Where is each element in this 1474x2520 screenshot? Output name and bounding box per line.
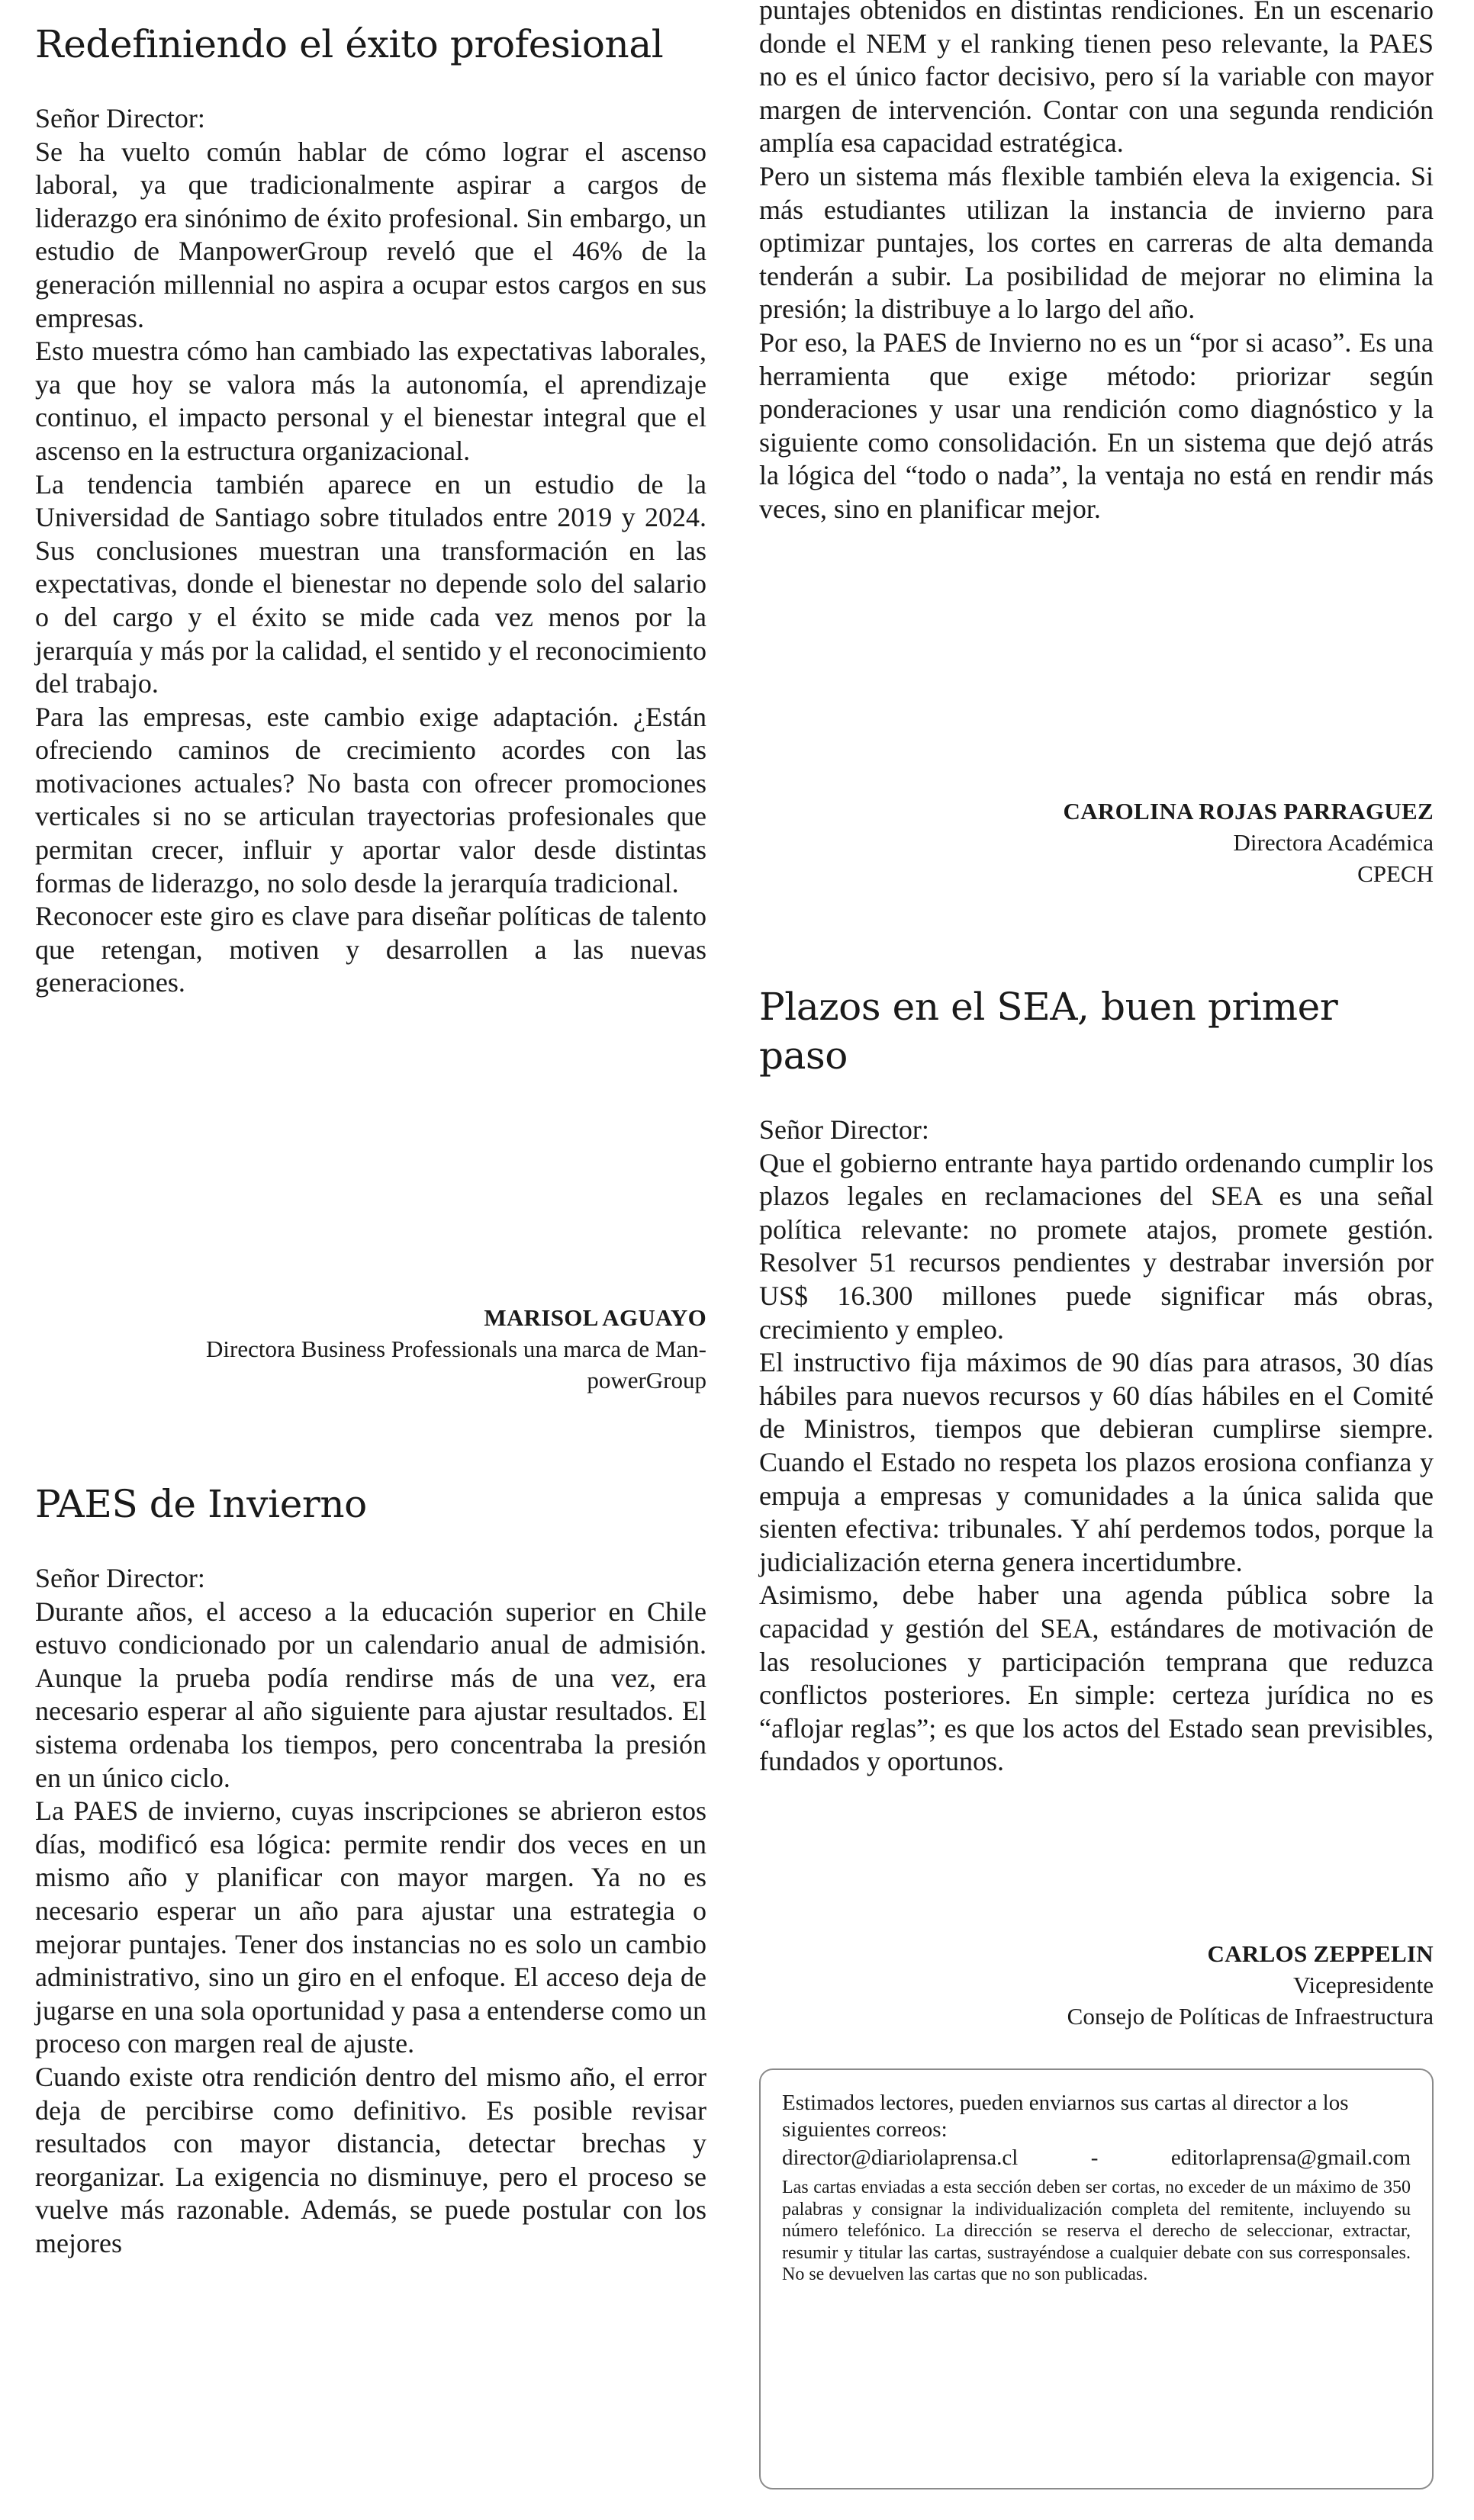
letter-paragraph: La tendencia también aparece en un estudio de la Universidad de Santiago sobre titulados entre 2019 y 2024. Sus conclusiones muestran una transformación en las expectativas, donde el bienestar no depende solo del salario o del cargo y el éxito se mide cada vez menos por la jerarquía y más por la calidad, el sentido y el reconocimiento del trabajo. (35, 468, 706, 699)
letter-title: PAES de Invierno (35, 1482, 367, 1526)
letter-paragraph: Se ha vuelto común hablar de cómo lograr el ascenso laboral, ya que tradicionalmente aspirar a cargos de liderazgo era sinónimo de éxito profesional. Sin embargo, un estudio de ManpowerGroup reveló que el 46% de la generación millennial no aspira a ocupar estos cargos en sus empresas. (35, 136, 706, 333)
letter-paragraph: Pero un sistema más flexible también eleva la exigencia. Si más estudiantes utilizan la instancia de invierno para optimizar puntajes, los cortes en carreras de alta demanda tenderán a subir. La posibilidad de mejorar no elimina la presión; la distribuye a lo largo del año. (759, 160, 1434, 325)
submission-note-box (759, 2068, 1434, 2489)
signature-rojas (759, 796, 1434, 889)
letter-greeting: Señor Director: (35, 103, 205, 133)
letter-sea (759, 982, 1434, 1779)
letter-paragraph: Durante años, el acceso a la educación superior en Chile estuvo condicionado por un calendario anual de admisión. Aunque la prueba podía rendirse más de una vez, era necesario esperar al año siguiente para ajustar resultados. El sistema ordenaba los tiempos, pero concentraba la presión en un único ciclo. (35, 1596, 706, 1793)
email-separator: - (1090, 2146, 1099, 2170)
letter-paragraph: puntajes obtenidos en distintas rendiciones. En un escenario donde el NEM y el ranking tienen peso relevante, la PAES no es el único factor decisivo, pero sí la variable con mayor margen de intervención. Contar con una segunda rendición amplía esa capacidad estratégica. (759, 0, 1434, 159)
signature-name: CARLOS ZEPPELIN (1207, 1940, 1434, 1967)
signature-name: CAROLINA ROJAS PARRAGUEZ (1063, 798, 1434, 824)
signature-role: Consejo de Políticas de Infraestructura (1067, 2003, 1434, 2030)
letter-greeting: Señor Director: (759, 1114, 929, 1145)
letter-paragraph: Esto muestra cómo han cambiado las expectativas laborales, ya que hoy se valora más la autonomía, el aprendizaje continuo, el impacto personal y el bienestar integral que el ascenso en la estructura organizacional. (35, 336, 706, 466)
letter-paragraph: Asimismo, debe haber una agenda pública sobre la capacidad y gestión del SEA, estándares de motivación de las resoluciones y participación temprana que reduzca conflictos posteriores. En simple: certeza jurídica no es “aflojar reglas”; es que los actos del Estado sean previsibles, fundados y oportunos. (759, 1580, 1434, 1777)
signature-role: Directora Académica (1233, 829, 1434, 856)
letter-paragraph: Que el gobierno entrante haya partido ordenando cumplir los plazos legales en reclamaciones del SEA es una señal política relevante: no promete atajos, promete gestión. Resolver 51 recursos pendientes y destrabar inversión por US$ 16.300 millones puede significar más obras, crecimiento y empleo. (759, 1147, 1434, 1345)
signature-aguayo (35, 1303, 706, 1396)
signature-name: MARISOL AGUAYO (484, 1304, 706, 1331)
signature-role: CPECH (1357, 860, 1434, 887)
signature-zeppelin (759, 1939, 1434, 2032)
note-emails (782, 2143, 1411, 2172)
email-editor[interactable]: editorlaprensa@gmail.com (1170, 2146, 1411, 2170)
letter-paragraph: Reconocer este giro es clave para diseñar políticas de talento que retengan, motiven y desarrollen a las nuevas generaciones. (35, 901, 706, 998)
letter-paragraph: El instructivo fija máximos de 90 días para atrasos, 30 días hábiles para nuevos recursos y 60 días hábiles en el Comité de Ministros, tiempos que debieran cumplirse siempre. Cuando el Estado no respeta los plazos erosiona confianza y empuja a empresas y comunidades a la única salida que sienten efectiva: tribunales. Y ahí perdemos todos, porque la judicialización eterna genera incertidumbre. (759, 1347, 1434, 1577)
letter-paragraph: Cuando existe otra rendición dentro del mismo año, el error deja de percibirse como definitivo. Es posible revisar resultados con mayor distancia, detectar brechas y reorganizar. La exigencia no disminuye, pero el proceso se vuelve más razonable. Además, se puede postular con los mejores (35, 2061, 706, 2258)
signature-role: Vicepresidente (1292, 1972, 1434, 1998)
letter-paes-continued (759, 0, 1434, 526)
letter-greeting: Señor Director: (35, 1563, 205, 1593)
letter-title: Plazos en el SEA, buen primer paso (759, 985, 1338, 1078)
letter-paragraph: Para las empresas, este cambio exige adaptación. ¿Están ofreciendo caminos de crecimiento acordes con las motivaciones actuales? No basta con ofrecer promociones verticales si no se articulan trayectorias profesionales que permitan crecer, influir y aportar valor desde distintas formas de liderazgo, no solo desde la jerarquía tradicional. (35, 701, 706, 898)
letter-exito (35, 20, 706, 1000)
letter-paragraph: Por eso, la PAES de Invierno no es un “por si acaso”. Es una herramienta que exige método: priorizar según ponderaciones y usar una rendición como diagnóstico y la siguiente como consolidación. En un sistema que dejó atrás la lógica del “todo o nada”, la ventaja no está en rendir más veces, sino en planificar mejor. (759, 326, 1434, 524)
letter-paes (35, 1480, 706, 2260)
signature-role: Directora Business Professionals una marca de Man- (206, 1336, 706, 1362)
letter-title: Redefiniendo el éxito profesional (35, 22, 664, 66)
note-intro: Estimados lectores, pueden enviarnos sus cartas al director a los siguientes correos: (782, 2091, 1349, 2142)
email-director[interactable]: director@diariolaprensa.cl (782, 2146, 1019, 2170)
signature-role: powerGroup (587, 1367, 706, 1393)
letter-paragraph: La PAES de invierno, cuyas inscripciones se abrieron estos días, modificó esa lógica: permite rendir dos veces en un mismo año y planificar con mayor margen. Ya no es necesario esperar un año para ajustar una estrategia o mejorar puntajes. Tener dos instancias no es solo un cambio administrativo, sino un giro en el enfoque. El acceso deja de jugarse en una sola oportunidad y pasa a entenderse como un proceso con margen real de ajuste. (35, 1795, 706, 2059)
note-rules: Las cartas enviadas a esta sección deben ser cortas, no exceder de un máximo de 350 palabras y consignar la individualización completa del remitente, incluyendo su número telefónico. La dirección se reserva el derecho de seleccionar, extractar, resumir y titular las cartas, sustrayéndose a cualquier debate con sus corresponsales. No se devuelven las cartas que no son publicadas. (782, 2178, 1411, 2284)
